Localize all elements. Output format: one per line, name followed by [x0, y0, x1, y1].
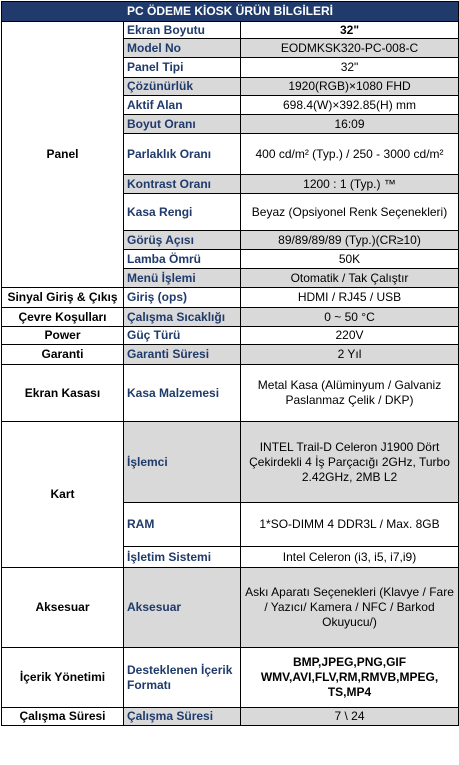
table-row: [2, 345, 459, 365]
spec-label-gorus-acisi: Görüş Açısı: [124, 231, 241, 250]
spec-label-kasa-rengi: Kasa Rengi: [124, 194, 241, 231]
spec-value-giris-ops: HDMI / RJ45 / USB: [241, 288, 459, 308]
category-cell-ekran-kasasi: Ekran Kasası: [2, 365, 124, 422]
spec-value-panel-tipi: 32": [241, 58, 459, 78]
spec-value-gorus-acisi: 89/89/89/89 (Typ.)(CR≥10): [241, 231, 459, 250]
table-row: [2, 422, 459, 503]
spec-label-giris-ops: Giriş (ops): [124, 288, 241, 308]
spec-label-kasa-malzemesi: Kasa Malzemesi: [124, 365, 241, 422]
spec-value-kasa-rengi: Beyaz (Opsiyonel Renk Seçenekleri): [241, 194, 459, 231]
spec-value-aktif-alan: 698.4(W)×392.85(H) mm: [241, 96, 459, 115]
spec-value-ekran-boyutu: 32": [241, 22, 459, 39]
spec-label-lamba-omru: Lamba Ömrü: [124, 250, 241, 269]
spec-label-cozunurluk: Çözünürlük: [124, 78, 241, 96]
spec-label-ram: RAM: [124, 503, 241, 547]
spec-label-calisma-suresi: Çalışma Süresi: [124, 708, 241, 726]
table-row: [2, 365, 459, 422]
table-row: [2, 327, 459, 345]
spec-value-parlaklik-orani: 400 cd/m² (Typ.) / 250 - 3000 cd/m²: [241, 134, 459, 175]
category-cell-power: Power: [2, 327, 124, 345]
table-title: PC ÖDEME KİOSK ÜRÜN BİLGİLERİ: [2, 2, 459, 22]
spec-label-menu-islemi: Menü İşlemi: [124, 269, 241, 288]
spec-label-desteklenen-icerik-formati: Desteklenen İçerik Formatı: [124, 648, 241, 708]
spec-label-guc-turu: Güç Türü: [124, 327, 241, 345]
spec-label-boyut-orani: Boyut Oranı: [124, 115, 241, 134]
table-row: [2, 648, 459, 708]
spec-label-aksesuar: Aksesuar: [124, 568, 241, 648]
category-cell-aksesuar: Aksesuar: [2, 568, 124, 648]
spec-label-parlaklik-orani: Parlaklık Oranı: [124, 134, 241, 175]
category-cell-sinyal-giris-cikis: Sinyal Giriş & Çıkış: [2, 288, 124, 308]
spec-label-panel-tipi: Panel Tipi: [124, 58, 241, 78]
category-cell-garanti: Garanti: [2, 345, 124, 365]
spec-value-kasa-malzemesi: Metal Kasa (Alüminyum / Galvaniz Paslanmaz Çelik / DKP): [241, 365, 459, 422]
spec-value-lamba-omru: 50K: [241, 250, 459, 269]
table-row: [2, 308, 459, 327]
table-row: [2, 288, 459, 308]
spec-value-islemci: INTEL Trail-D Celeron J1900 Dört Çekirdekli 4 İş Parçacığı 2GHz, Turbo 2.42GHz, 2MB L2: [241, 422, 459, 503]
spec-value-calisma-suresi: 7 \ 24: [241, 708, 459, 726]
table-row: [2, 22, 459, 39]
spec-value-aksesuar: Askı Aparatı Seçenekleri (Klavye / Fare / Yazıcı/ Kamera / NFC / Barkod Okuyucu/): [241, 568, 459, 648]
category-cell-icerik-yonetimi: İçerik Yönetimi: [2, 648, 124, 708]
spec-label-calisma-sicakligi: Çalışma Sıcaklığı: [124, 308, 241, 327]
category-cell-cevre-kosullari: Çevre Koşulları: [2, 308, 124, 327]
table-row: [2, 568, 459, 648]
spec-value-cozunurluk: 1920(RGB)×1080 FHD: [241, 78, 459, 96]
spec-value-kontrast-orani: 1200 : 1 (Typ.) ™: [241, 175, 459, 194]
spec-value-ram: 1*SO-DIMM 4 DDR3L / Max. 8GB: [241, 503, 459, 547]
spec-value-garanti-suresi: 2 Yıl: [241, 345, 459, 365]
title-row: [2, 2, 459, 22]
spec-value-boyut-orani: 16:09: [241, 115, 459, 134]
spec-table: [1, 1, 459, 726]
category-cell-panel: Panel: [2, 22, 124, 288]
spec-label-kontrast-orani: Kontrast Oranı: [124, 175, 241, 194]
spec-label-ekran-boyutu: Ekran Boyutu: [124, 22, 241, 39]
spec-label-garanti-suresi: Garanti Süresi: [124, 345, 241, 365]
spec-value-calisma-sicakligi: 0 ~ 50 °C: [241, 308, 459, 327]
category-cell-calisma-suresi: Çalışma Süresi: [2, 708, 124, 726]
spec-label-aktif-alan: Aktif Alan: [124, 96, 241, 115]
spec-value-isletim-sistemi: Intel Celeron (i3, i5, i7,i9): [241, 547, 459, 568]
table-row: [2, 708, 459, 726]
spec-label-model-no: Model No: [124, 39, 241, 58]
spec-label-isletim-sistemi: İşletim Sistemi: [124, 547, 241, 568]
category-cell-kart: Kart: [2, 422, 124, 568]
spec-value-menu-islemi: Otomatik / Tak Çalıştır: [241, 269, 459, 288]
spec-value-model-no: EODMKSK320-PC-008-C: [241, 39, 459, 58]
spec-value-guc-turu: 220V: [241, 327, 459, 345]
spec-table-body: [2, 2, 459, 726]
spec-label-islemci: İşlemci: [124, 422, 241, 503]
spec-value-desteklenen-icerik-formati: BMP,JPEG,PNG,GIF WMV,AVI,FLV,RM,RMVB,MPEG, TS,MP4: [241, 648, 459, 708]
